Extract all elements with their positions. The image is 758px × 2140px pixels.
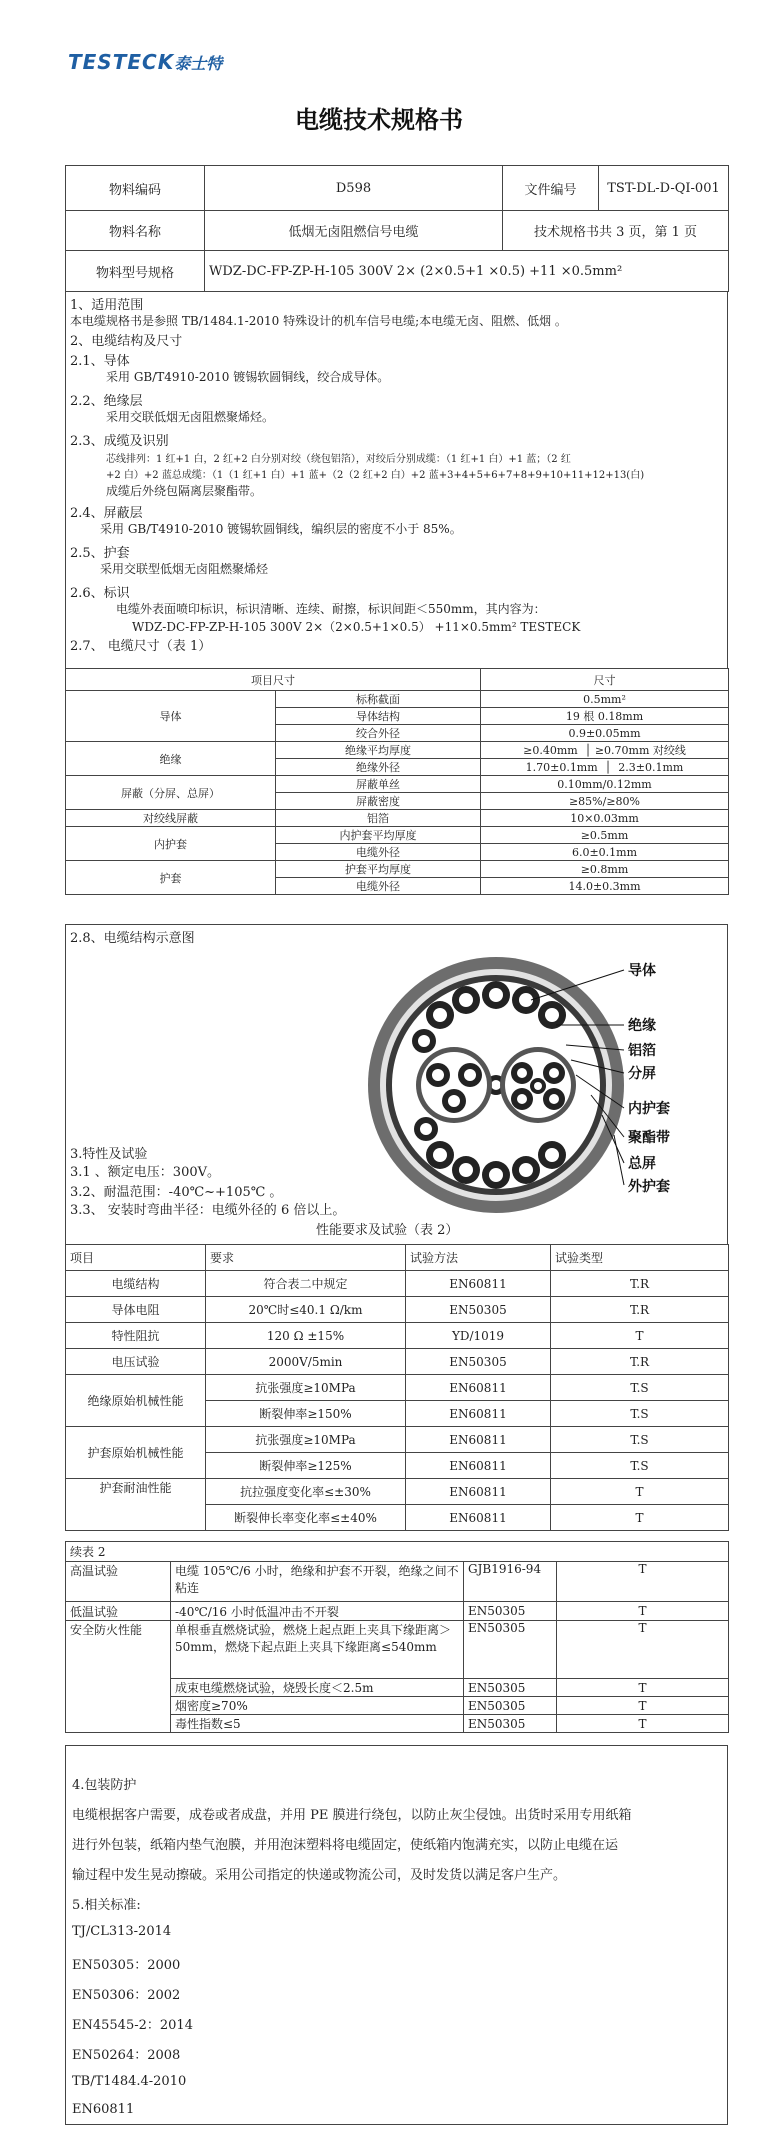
perf-row-method: EN60811 [406, 1401, 551, 1427]
label-inner-sheath: 内护套 [628, 1101, 670, 1117]
shielded-pair-right [500, 1047, 576, 1123]
sec2-heading: 2、电缆结构及尺寸 [70, 334, 183, 349]
perf-row-method: EN60811 [406, 1505, 551, 1531]
performance-table [65, 1244, 729, 1531]
sec25-text: 采用交联型低烟无卤阻燃聚烯烃 [100, 562, 269, 576]
dims-shield-density: 屏蔽密度 [276, 793, 481, 810]
cont-fire-method: EN50305 [464, 1715, 557, 1733]
cont-fire-type: T [557, 1697, 729, 1715]
perf-header-method: 试验方法 [406, 1245, 551, 1271]
perf-row-item: 电压试验 [66, 1349, 206, 1375]
dims-nominal-value: 0.5mm² [481, 691, 729, 708]
dims-shield-density-value: ≥85%/≥80% [481, 793, 729, 810]
page-count: 技术规格书共 3 页，第 1 页 [503, 211, 729, 251]
standard-item: EN45545-2：2014 [72, 2018, 193, 2033]
perf-row-item: 电缆结构 [66, 1271, 206, 1297]
dims-structure-value: 19 根 0.18mm [481, 708, 729, 725]
material-code: D598 [205, 166, 503, 211]
material-name: 低烟无卤阻燃信号电缆 [205, 211, 503, 251]
perf-row-method: EN50305 [406, 1297, 551, 1323]
dims-conductor: 导体 [66, 691, 276, 742]
perf-row-type: T.R [551, 1297, 729, 1323]
dims-col-size: 尺寸 [481, 669, 729, 691]
document-title: 电缆技术规格书 [295, 106, 463, 134]
cont-fire-type: T [557, 1621, 729, 1679]
shielded-pair-left [416, 1047, 492, 1123]
perf-row-req: 抗张强度≥10MPa [206, 1375, 406, 1401]
cont-low-temp-method: EN50305 [464, 1602, 557, 1621]
standard-item: TB/T1484.4-2010 [72, 2074, 187, 2089]
dims-foil-value: 10×0.03mm [481, 810, 729, 827]
dims-jacket-od-value: 14.0±0.3mm [481, 878, 729, 895]
sec4-line2: 进行外包装，纸箱内垫气泡膜，并用泡沫塑料将电缆固定，使纸箱内饱满充实，以防止电缆在运 [72, 1838, 619, 1853]
perf-row-method: EN50305 [406, 1349, 551, 1375]
label-conductor: 导体 [628, 963, 656, 979]
material-name-label: 物料名称 [66, 211, 205, 251]
logo-latin: TESTECK [68, 50, 175, 74]
perf-row-method: EN60811 [406, 1375, 551, 1401]
perf-row-method: EN60811 [406, 1479, 551, 1505]
cont-low-temp: 低温试验 [66, 1602, 171, 1621]
cont-fire-method: EN50305 [464, 1697, 557, 1715]
label-outer-sheath: 外护套 [628, 1179, 670, 1195]
label-pair-shield: 分屏 [628, 1066, 656, 1082]
perf-row-type: T [551, 1323, 729, 1349]
cable-cross-section-diagram [366, 945, 726, 1225]
cont-fire-type: T [557, 1679, 729, 1697]
perf-row-req: 抗拉强度变化率≤±30% [206, 1479, 406, 1505]
sec5-heading: 5.相关标准: [72, 1898, 141, 1913]
perf-row-req: 断裂伸率≥150% [206, 1401, 406, 1427]
dims-shield-wire: 屏蔽单丝 [276, 776, 481, 793]
perf-ins-mech: 绝缘原始机械性能 [66, 1375, 206, 1427]
standard-item: EN60811 [72, 2102, 135, 2117]
perf-row-req: 2000V/5min [206, 1349, 406, 1375]
perf-row-method: EN60811 [406, 1271, 551, 1297]
cont-high-temp-method: GJB1916-94 [464, 1562, 557, 1602]
dims-ins-od: 绝缘外径 [276, 759, 481, 776]
cont-fire-req: 烟密度≥70% [171, 1697, 464, 1715]
perf-row-req: 120 Ω ±15% [206, 1323, 406, 1349]
cont-fire: 安全防火性能 [66, 1621, 171, 1733]
cont-low-temp-req: -40℃/16 小时低温冲击不开裂 [171, 1602, 464, 1621]
cont-high-temp: 高温试验 [66, 1562, 171, 1602]
dims-jacket: 护套 [66, 861, 276, 895]
label-polyester-tape: 聚酯带 [628, 1130, 670, 1146]
perf-row-type: T [551, 1479, 729, 1505]
sec21-text: 采用 GB/T4910-2010 镀锡软圆铜线，绞合成导体。 [106, 370, 390, 384]
header-table [65, 165, 729, 292]
sec27-heading: 2.7、 电缆尺寸（表 1） [70, 639, 212, 654]
sec4-line1: 电缆根据客户需要，成卷或者成盘，并用 PE 膜进行绕包，以防止灰尘侵蚀。出货时采用专用纸箱 [72, 1808, 632, 1823]
continued-table [65, 1541, 729, 1733]
perf-header-req: 要求 [206, 1245, 406, 1271]
cont-fire-method: EN50305 [464, 1679, 557, 1697]
cont-high-temp-type: T [557, 1562, 729, 1602]
dims-nominal: 标称截面 [276, 691, 481, 708]
doc-no: TST-DL-D-QI-001 [599, 166, 729, 211]
sec23-line1: 芯线排列：1 红+1 白，2 红+2 白分别对绞（绕包铝箔），对绞后分别成缆：（1 红+1 白）+1 蓝；（2 红 [106, 454, 571, 465]
sec26-heading: 2.6、标识 [70, 586, 130, 601]
perf-row-type: T.S [551, 1401, 729, 1427]
sec31-text: 3.1 、额定电压：300V。 [70, 1165, 221, 1180]
cont-high-temp-req: 电缆 105℃/6 小时，绝缘和护套不开裂，绝缘之间不粘连 [171, 1562, 464, 1602]
perf-row-req: 符合表二中规定 [206, 1271, 406, 1297]
model-spec: WDZ-DC-FP-ZP-H-105 300V 2× (2×0.5+1 ×0.5) +11 ×0.5mm² [205, 251, 729, 292]
dims-ins-thick: 绝缘平均厚度 [276, 742, 481, 759]
sec26-line1: 电缆外表面喷印标识，标识清晰、连续、耐擦，标识间距＜550mm，其内容为： [116, 602, 546, 616]
dimensions-table [65, 668, 729, 895]
diagram-section [65, 924, 728, 1245]
dims-jacket-od: 电缆外径 [276, 878, 481, 895]
standard-item: EN50305：2000 [72, 1958, 181, 1973]
label-overall-shield: 总屏 [628, 1156, 656, 1172]
company-logo [68, 50, 222, 74]
sec25-heading: 2.5、护套 [70, 546, 130, 561]
perf-jac-mech: 护套原始机械性能 [66, 1427, 206, 1479]
dims-inner: 内护套 [66, 827, 276, 861]
dims-inner-od-value: 6.0±0.1mm [481, 844, 729, 861]
dims-strand-od: 绞合外径 [276, 725, 481, 742]
cont-low-temp-type: T [557, 1602, 729, 1621]
spec-text-section [65, 291, 728, 669]
sec32-text: 3.2、耐温范围：-40℃~+105℃ 。 [70, 1185, 283, 1200]
sec33-text: 3.3、 安装时弯曲半径：电缆外径的 6 倍以上。 [70, 1203, 346, 1218]
perf-oil: 护套耐油性能 [66, 1479, 206, 1531]
sec23-line3: 成缆后外绕包隔离层聚酯带。 [106, 484, 263, 498]
dims-inner-thick: 内护套平均厚度 [276, 827, 481, 844]
sec23-heading: 2.3、成缆及识别 [70, 434, 169, 449]
dims-shield: 屏蔽（分屏、总屏） [66, 776, 276, 810]
dims-ins-od-value: 1.70±0.1mm │ 2.3±0.1mm [481, 759, 729, 776]
dims-strand-od-value: 0.9±0.05mm [481, 725, 729, 742]
dims-foil: 铝箔 [276, 810, 481, 827]
dims-inner-od: 电缆外径 [276, 844, 481, 861]
perf-row-req: 断裂伸率≥125% [206, 1453, 406, 1479]
cont-title: 续表 2 [66, 1542, 729, 1562]
perf-row-item: 特性阻抗 [66, 1323, 206, 1349]
cont-fire-method: EN50305 [464, 1621, 557, 1679]
sec1-heading: 1、适用范围 [70, 298, 144, 313]
sec24-heading: 2.4、屏蔽层 [70, 506, 143, 521]
perf-row-req: 20℃时≤40.1 Ω/km [206, 1297, 406, 1323]
dims-inner-thick-value: ≥0.5mm [481, 827, 729, 844]
perf-row-type: T.S [551, 1427, 729, 1453]
dims-shield-wire-value: 0.10mm/0.12mm [481, 776, 729, 793]
doc-no-label: 文件编号 [503, 166, 599, 211]
dims-structure: 导体结构 [276, 708, 481, 725]
dims-insulation: 绝缘 [66, 742, 276, 776]
logo-chinese: 泰士特 [174, 54, 223, 73]
sec22-text: 采用交联低烟无卤阻燃聚烯烃。 [106, 410, 275, 424]
sec23-line2: +2 白）+2 蓝总成缆：（1（1 红+1 白）+1 蓝+（2（2 红+2 白）+2 蓝+3+4+5+6+7+8+9+10+11+12+13(白) [106, 470, 645, 481]
perf-row-method: EN60811 [406, 1427, 551, 1453]
perf-header-item: 项目 [66, 1245, 206, 1271]
standard-item: EN50264：2008 [72, 2048, 181, 2063]
perf-row-req: 断裂伸长率变化率≤±40% [206, 1505, 406, 1531]
sec26-line2: WDZ-DC-FP-ZP-H-105 300V 2×（2×0.5+1×0.5） +11×0.5mm² TESTECK [132, 620, 581, 634]
perf-row-type: T.S [551, 1375, 729, 1401]
sec4-heading: 4.包装防护 [72, 1778, 137, 1793]
table2-title: 性能要求及试验（表 2） [316, 1223, 459, 1238]
dims-pair-shield: 对绞线屏蔽 [66, 810, 276, 827]
sec21-heading: 2.1、导体 [70, 354, 130, 369]
perf-row-method: YD/1019 [406, 1323, 551, 1349]
standard-item: EN50306：2002 [72, 1988, 181, 2003]
sec1-text: 本电缆规格书是参照 TB/1484.1-2010 特殊设计的机车信号电缆;本电缆无卤、阻燃、低烟 。 [70, 314, 567, 328]
label-insulation: 绝缘 [628, 1018, 656, 1034]
perf-row-item: 导体电阻 [66, 1297, 206, 1323]
sec3-heading: 3.特性及试验 [70, 1147, 148, 1162]
model-label: 物料型号规格 [66, 251, 205, 292]
sec22-heading: 2.2、绝缘层 [70, 394, 143, 409]
perf-row-method: EN60811 [406, 1453, 551, 1479]
sec4-line3: 输过程中发生晃动擦破。采用公司指定的快递或物流公司，及时发货以满足客户生产。 [72, 1868, 567, 1883]
cont-fire-req: 单根垂直燃烧试验，燃烧上起点距上夹具下缘距离＞50mm，燃烧下起点距上夹具下缘距离≤540mm [171, 1621, 464, 1679]
perf-row-type: T [551, 1505, 729, 1531]
material-code-label: 物料编码 [66, 166, 205, 211]
perf-row-type: T.R [551, 1349, 729, 1375]
dims-col-item: 项目尺寸 [66, 669, 481, 691]
packaging-standards-section [65, 1745, 728, 2125]
label-foil: 铝箔 [628, 1043, 656, 1059]
cont-fire-type: T [557, 1715, 729, 1733]
perf-row-type: T.S [551, 1453, 729, 1479]
sec24-text: 采用 GB/T4910-2010 镀锡软圆铜线，编织层的密度不小于 85%。 [100, 522, 462, 536]
dims-jacket-thick: 护套平均厚度 [276, 861, 481, 878]
cont-fire-req: 成束电缆燃烧试验，烧毁长度＜2.5m [171, 1679, 464, 1697]
standard-item: TJ/CL313-2014 [72, 1924, 172, 1939]
cont-fire-req: 毒性指数≤5 [171, 1715, 464, 1733]
sec28-heading: 2.8、电缆结构示意图 [70, 931, 195, 946]
dims-jacket-thick-value: ≥0.8mm [481, 861, 729, 878]
perf-row-type: T.R [551, 1271, 729, 1297]
perf-row-req: 抗张强度≥10MPa [206, 1427, 406, 1453]
dims-ins-thick-value: ≥0.40mm │ ≥0.70mm 对绞线 [481, 742, 729, 759]
perf-header-type: 试验类型 [551, 1245, 729, 1271]
